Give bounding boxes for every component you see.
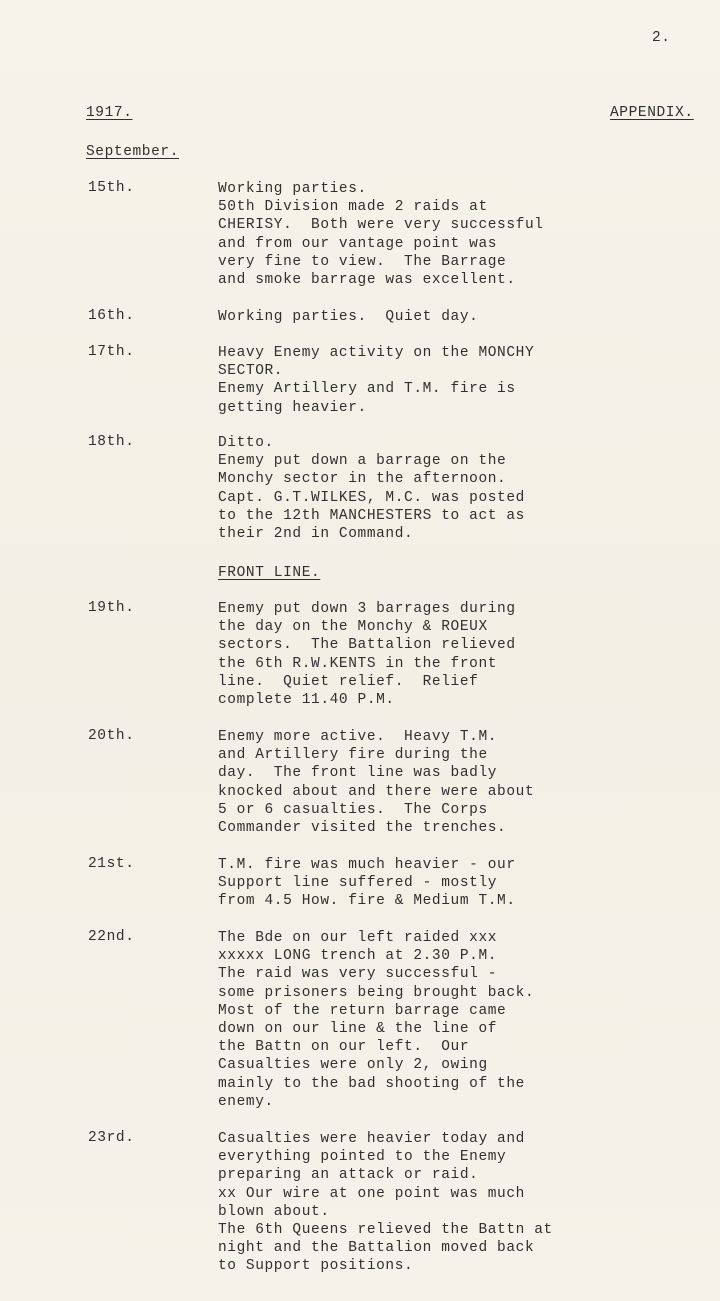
entry-line: Heavy Enemy activity on the MONCHY <box>218 345 535 361</box>
entry-line: getting heavier. <box>218 399 367 416</box>
entry-line: blown about. <box>218 1203 330 1220</box>
entry-text <box>218 1130 553 1276</box>
entry-line: Enemy Artillery and T.M. fire is <box>218 381 516 398</box>
entry-line: The 6th Queens relieved the Battn at <box>218 1222 553 1239</box>
entry-line: 50th Division made 2 raids at <box>218 199 488 216</box>
entry-line: down on our line & the line of <box>218 1021 498 1038</box>
entry-line: mainly to the bad shooting of the <box>218 1075 525 1092</box>
entry-line: Capt. G.T.WILKES, M.C. was posted <box>218 489 525 506</box>
entry-line: to the 12th MANCHESTERS to act as <box>218 507 525 524</box>
entry-date: 16th. <box>88 308 135 324</box>
page-number: 2. <box>652 30 671 46</box>
entry-line: and from our vantage point was <box>218 235 498 252</box>
front-line-subheading: FRONT LINE. <box>218 565 321 581</box>
entry-line: from 4.5 How. fire & Medium T.M. <box>218 893 516 910</box>
entry-line: SECTOR. <box>218 363 284 380</box>
appendix-label: APPENDIX. <box>610 105 694 121</box>
entry-line: very fine to view. The Barrage <box>218 253 507 270</box>
entry-line: the day on the Monchy & ROEUX <box>218 619 488 636</box>
year-heading: 1917. <box>86 105 133 121</box>
entry-line: 5 or 6 casualties. The Corps <box>218 801 488 818</box>
entry-line: Ditto. <box>218 435 274 451</box>
entry-line: Enemy more active. Heavy T.M. <box>218 729 498 745</box>
entry-text <box>218 856 516 911</box>
entry-line: Casualties were only 2, owing <box>218 1057 488 1074</box>
entry-line: line. Quiet relief. Relief <box>218 673 479 690</box>
entry-date: 18th. <box>88 434 135 450</box>
entry-line: everything pointed to the Enemy <box>218 1149 507 1166</box>
entry-line: the Battn on our left. Our <box>218 1039 470 1056</box>
entry-line: T.M. fire was much heavier - our <box>218 857 516 873</box>
entry-line: Working parties. Quiet day. <box>218 309 479 325</box>
entry-line: the 6th R.W.KENTS in the front <box>218 655 498 672</box>
entry-line: Most of the return barrage came <box>218 1002 507 1019</box>
entry-line: xx Our wire at one point was much <box>218 1185 525 1202</box>
entry-line: Casualties were heavier today and <box>218 1131 525 1147</box>
entry-line: some prisoners being brought back. <box>218 984 535 1001</box>
entry-line: complete 11.40 P.M. <box>218 692 395 709</box>
entry-line: The Bde on our left raided xxx <box>218 930 498 946</box>
entry-text <box>218 434 525 543</box>
entry-line: Commander visited the trenches. <box>218 820 507 837</box>
entry-line: Enemy put down 3 barrages during <box>218 601 516 617</box>
entry-date: 22nd. <box>88 929 135 945</box>
entry-text <box>218 728 534 837</box>
entry-date: 20th. <box>88 728 135 744</box>
entry-date: 21st. <box>88 856 135 872</box>
entry-date: 23rd. <box>88 1130 135 1146</box>
entry-text <box>218 929 534 1111</box>
month-heading: September. <box>86 144 180 160</box>
entry-line: and smoke barrage was excellent. <box>218 272 516 289</box>
entry-line: and Artillery fire during the <box>218 747 488 764</box>
entry-date: 15th. <box>88 180 135 196</box>
entry-line: sectors. The Battalion relieved <box>218 637 516 654</box>
entry-line: CHERISY. Both were very successful <box>218 217 544 234</box>
entry-text <box>218 600 516 709</box>
entry-text <box>218 308 478 326</box>
entry-text <box>218 180 544 289</box>
entry-date: 17th. <box>88 344 135 360</box>
entry-line: Enemy put down a barrage on the <box>218 453 507 470</box>
entry-line: knocked about and there were about <box>218 783 535 800</box>
entry-line: Support line suffered - mostly <box>218 875 498 892</box>
entry-text <box>218 344 534 417</box>
entry-date: 19th. <box>88 600 135 616</box>
entry-line: preparing an attack or raid. <box>218 1167 479 1184</box>
entry-line: Monchy sector in the afternoon. <box>218 471 507 488</box>
entry-line: The raid was very successful - <box>218 966 498 983</box>
entry-line: their 2nd in Command. <box>218 526 414 543</box>
entry-line: to Support positions. <box>218 1258 414 1275</box>
entry-line: night and the Battalion moved back <box>218 1240 535 1257</box>
entry-line: enemy. <box>218 1093 274 1110</box>
entry-line: day. The front line was badly <box>218 765 498 782</box>
entry-line: Working parties. <box>218 181 367 197</box>
entry-line: xxxxx LONG trench at 2.30 P.M. <box>218 948 498 965</box>
